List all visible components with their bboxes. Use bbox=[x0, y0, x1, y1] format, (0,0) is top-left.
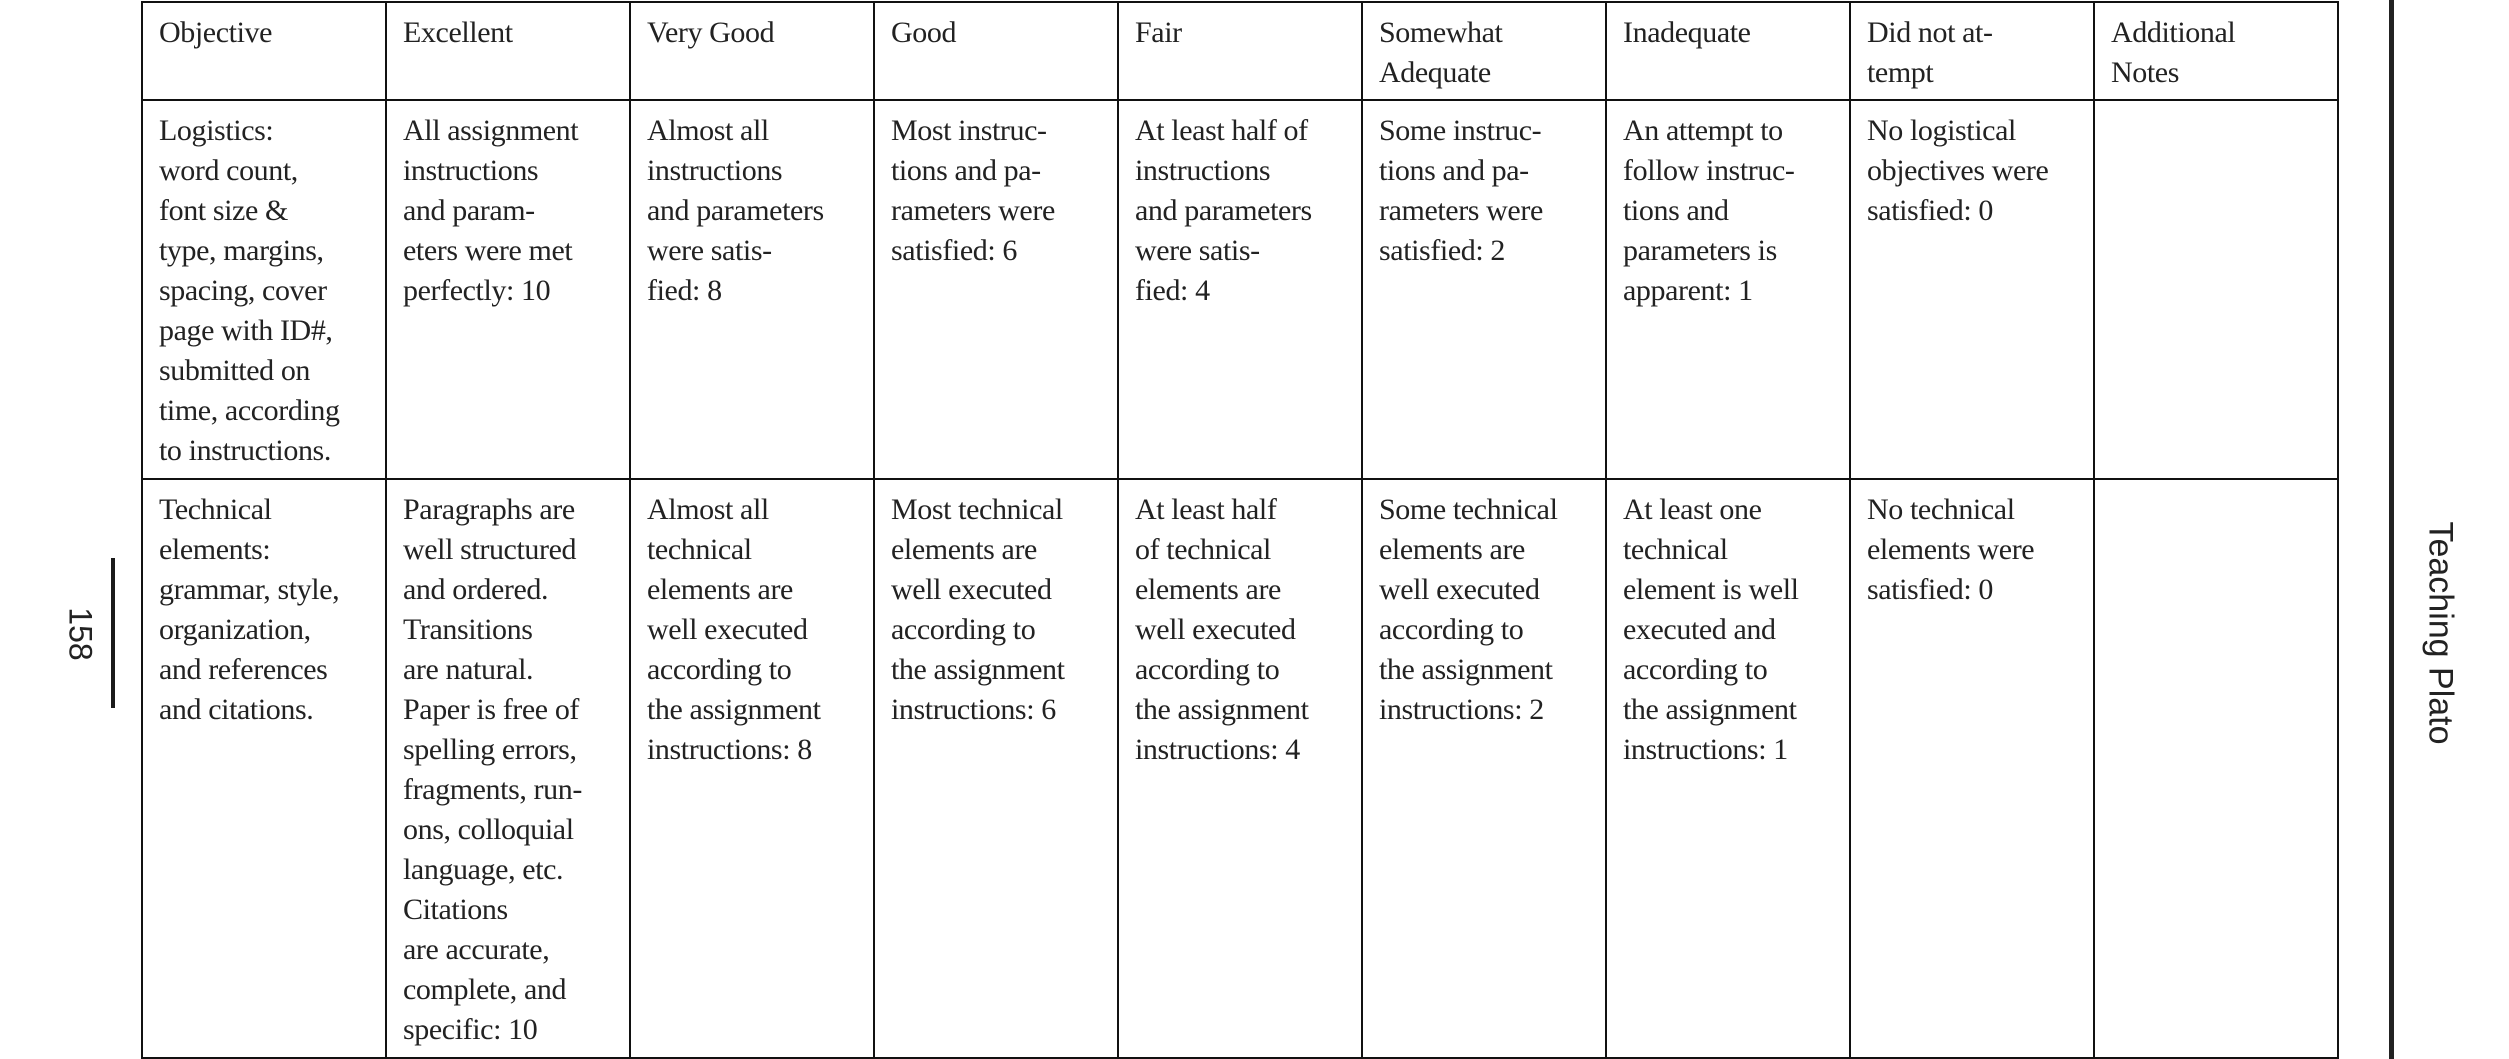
cell-text-line: At least one bbox=[1623, 493, 1762, 526]
cell-text-line: Good bbox=[891, 16, 957, 49]
cell-text-line: Fair bbox=[1135, 16, 1182, 49]
cell-text-line: Inadequate bbox=[1623, 16, 1751, 49]
cell-text-line: Almost all bbox=[647, 493, 769, 526]
cell-additional-notes bbox=[2094, 479, 2338, 1058]
grading-rubric-table bbox=[141, 1, 2339, 1059]
cell-text-line: grammar, style, bbox=[159, 573, 340, 606]
cell-text-line: elements: bbox=[159, 533, 271, 566]
cell-text-line: well executed bbox=[1135, 613, 1296, 646]
cell-text-line: ons, colloquial bbox=[403, 813, 574, 846]
cell-text-line: spelling errors, bbox=[403, 733, 577, 766]
cell-text-line: complete, and bbox=[403, 973, 567, 1006]
cell-text-line: according to bbox=[891, 613, 1036, 646]
cell-text-line: Did not at- bbox=[1867, 16, 1993, 49]
cell-text-line: tions and pa- bbox=[891, 154, 1041, 187]
cell-text-line: No technical bbox=[1867, 493, 2015, 526]
cell-text-line: elements are bbox=[647, 573, 793, 606]
running-head bbox=[2415, 495, 2465, 770]
cell-text-line: Paper is free of bbox=[403, 693, 580, 726]
page-number bbox=[60, 598, 100, 670]
cell-text-line: Adequate bbox=[1379, 56, 1491, 89]
page-number-rule bbox=[111, 558, 115, 708]
cell-inadequate bbox=[1606, 479, 1850, 1058]
cell-text-line: Excellent bbox=[403, 16, 513, 49]
cell-text-line: Logistics: bbox=[159, 114, 274, 147]
cell-text-line: No logistical bbox=[1867, 114, 2016, 147]
cell-text-line: the assignment bbox=[891, 653, 1065, 686]
cell-text-line: apparent: 1 bbox=[1623, 274, 1753, 307]
cell-text-line: are accurate, bbox=[403, 933, 550, 966]
cell-text-line: At least half of bbox=[1135, 114, 1308, 147]
cell-text-line: type, margins, bbox=[159, 234, 324, 267]
cell-text-line: elements are bbox=[891, 533, 1037, 566]
cell-text-line: parameters is bbox=[1623, 234, 1777, 267]
cell-text-line: well executed bbox=[647, 613, 808, 646]
header-somewhat-adequate bbox=[1362, 2, 1606, 100]
cell-text-line: according to bbox=[1379, 613, 1524, 646]
cell-text-line: elements were bbox=[1867, 533, 2035, 566]
cell-text-line: and parameters bbox=[1135, 194, 1312, 227]
cell-additional-notes bbox=[2094, 100, 2338, 479]
header-row bbox=[142, 2, 2338, 100]
cell-text-line: were satis- bbox=[647, 234, 772, 267]
cell-text-line: Objective bbox=[159, 16, 273, 49]
header-excellent bbox=[386, 2, 630, 100]
cell-text-line: Paragraphs are bbox=[403, 493, 575, 526]
cell-fair bbox=[1118, 100, 1362, 479]
cell-text-line: according to bbox=[647, 653, 792, 686]
cell-text-line: and ordered. bbox=[403, 573, 549, 606]
cell-good bbox=[874, 100, 1118, 479]
cell-text-line: executed and bbox=[1623, 613, 1776, 646]
cell-text-line: the assignment bbox=[1623, 693, 1797, 726]
cell-text-line: satisfied: 2 bbox=[1379, 234, 1506, 267]
cell-text-line: Somewhat bbox=[1379, 16, 1503, 49]
header-inadequate bbox=[1606, 2, 1850, 100]
cell-text-line: elements are bbox=[1135, 573, 1281, 606]
cell-text-line: were satis- bbox=[1135, 234, 1260, 267]
cell-text-line: follow instruc- bbox=[1623, 154, 1795, 187]
cell-text-line: element is well bbox=[1623, 573, 1799, 606]
margin-rule bbox=[2389, 0, 2394, 1059]
running-head-text: Teaching Plato bbox=[2421, 520, 2460, 745]
cell-text-line: instructions: 2 bbox=[1379, 693, 1544, 726]
cell-text-line: submitted on bbox=[159, 354, 311, 387]
cell-text-line: the assignment bbox=[1135, 693, 1309, 726]
cell-text-line: instructions bbox=[403, 154, 539, 187]
cell-text-line: well executed bbox=[891, 573, 1052, 606]
cell-text-line: language, etc. bbox=[403, 853, 564, 886]
cell-text-line: All assignment bbox=[403, 114, 579, 147]
cell-text-line: the assignment bbox=[1379, 653, 1553, 686]
cell-text-line: objectives were bbox=[1867, 154, 2049, 187]
cell-text-line: of technical bbox=[1135, 533, 1271, 566]
cell-text-line: Most technical bbox=[891, 493, 1063, 526]
cell-excellent bbox=[386, 100, 630, 479]
cell-text-line: Most instruc- bbox=[891, 114, 1047, 147]
cell-text-line: instructions: 6 bbox=[891, 693, 1056, 726]
cell-inadequate bbox=[1606, 100, 1850, 479]
header-very-good bbox=[630, 2, 874, 100]
cell-text-line: instructions bbox=[647, 154, 783, 187]
cell-text-line: word count, bbox=[159, 154, 298, 187]
cell-text-line: well structured bbox=[403, 533, 577, 566]
cell-text-line: eters were met bbox=[403, 234, 573, 267]
cell-text-line: page with ID#, bbox=[159, 314, 333, 347]
cell-text-line: Some technical bbox=[1379, 493, 1558, 526]
cell-good bbox=[874, 479, 1118, 1058]
cell-text-line: Almost all bbox=[647, 114, 769, 147]
cell-very-good bbox=[630, 479, 874, 1058]
header-additional-notes bbox=[2094, 2, 2338, 100]
cell-somewhat-adequate bbox=[1362, 100, 1606, 479]
cell-text-line: time, according bbox=[159, 394, 340, 427]
cell-text-line: Some instruc- bbox=[1379, 114, 1542, 147]
cell-text-line: and citations. bbox=[159, 693, 314, 726]
cell-text-line: An attempt to bbox=[1623, 114, 1783, 147]
cell-text-line: fied: 4 bbox=[1135, 274, 1210, 307]
cell-text-line: At least half bbox=[1135, 493, 1277, 526]
cell-text-line: technical bbox=[1623, 533, 1728, 566]
cell-text-line: Citations bbox=[403, 893, 508, 926]
header-good bbox=[874, 2, 1118, 100]
page-number-text: 158 bbox=[62, 607, 99, 661]
cell-text-line: Very Good bbox=[647, 16, 775, 49]
cell-text-line: Additional bbox=[2111, 16, 2236, 49]
cell-text-line: fied: 8 bbox=[647, 274, 722, 307]
cell-text-line: tions and bbox=[1623, 194, 1729, 227]
cell-text-line: according to bbox=[1135, 653, 1280, 686]
cell-text-line: are natural. bbox=[403, 653, 534, 686]
cell-text-line: font size & bbox=[159, 194, 288, 227]
cell-text-line: satisfied: 6 bbox=[891, 234, 1018, 267]
cell-text-line: the assignment bbox=[647, 693, 821, 726]
cell-objective bbox=[142, 479, 386, 1058]
cell-text-line: rameters were bbox=[891, 194, 1055, 227]
cell-text-line: according to bbox=[1623, 653, 1768, 686]
table-row-technical bbox=[142, 479, 2338, 1058]
cell-text-line: rameters were bbox=[1379, 194, 1543, 227]
cell-text-line: Notes bbox=[2111, 56, 2179, 89]
table-row-logistics bbox=[142, 100, 2338, 479]
cell-text-line: instructions bbox=[1135, 154, 1271, 187]
cell-text-line: organization, bbox=[159, 613, 311, 646]
cell-did-not-attempt bbox=[1850, 100, 2094, 479]
cell-very-good bbox=[630, 100, 874, 479]
cell-text-line: and parameters bbox=[647, 194, 824, 227]
header-fair bbox=[1118, 2, 1362, 100]
cell-fair bbox=[1118, 479, 1362, 1058]
cell-text-line: tempt bbox=[1867, 56, 1934, 89]
cell-text-line: instructions: 1 bbox=[1623, 733, 1788, 766]
cell-text-line: satisfied: 0 bbox=[1867, 194, 1994, 227]
cell-excellent bbox=[386, 479, 630, 1058]
cell-text-line: and param- bbox=[403, 194, 535, 227]
cell-text-line: fragments, run- bbox=[403, 773, 582, 806]
cell-text-line: technical bbox=[647, 533, 752, 566]
cell-objective bbox=[142, 100, 386, 479]
cell-did-not-attempt bbox=[1850, 479, 2094, 1058]
cell-text-line: elements are bbox=[1379, 533, 1525, 566]
cell-text-line: tions and pa- bbox=[1379, 154, 1529, 187]
cell-text-line: spacing, cover bbox=[159, 274, 327, 307]
cell-text-line: instructions: 4 bbox=[1135, 733, 1300, 766]
cell-text-line: to instructions. bbox=[159, 434, 331, 467]
cell-text-line: specific: 10 bbox=[403, 1013, 538, 1046]
header-did-not-attempt bbox=[1850, 2, 2094, 100]
cell-text-line: satisfied: 0 bbox=[1867, 573, 1994, 606]
cell-text-line: Technical bbox=[159, 493, 272, 526]
cell-text-line: and references bbox=[159, 653, 328, 686]
cell-somewhat-adequate bbox=[1362, 479, 1606, 1058]
cell-text-line: Transitions bbox=[403, 613, 533, 646]
cell-text-line: perfectly: 10 bbox=[403, 274, 551, 307]
header-objective bbox=[142, 2, 386, 100]
cell-text-line: instructions: 8 bbox=[647, 733, 812, 766]
cell-text-line: well executed bbox=[1379, 573, 1540, 606]
